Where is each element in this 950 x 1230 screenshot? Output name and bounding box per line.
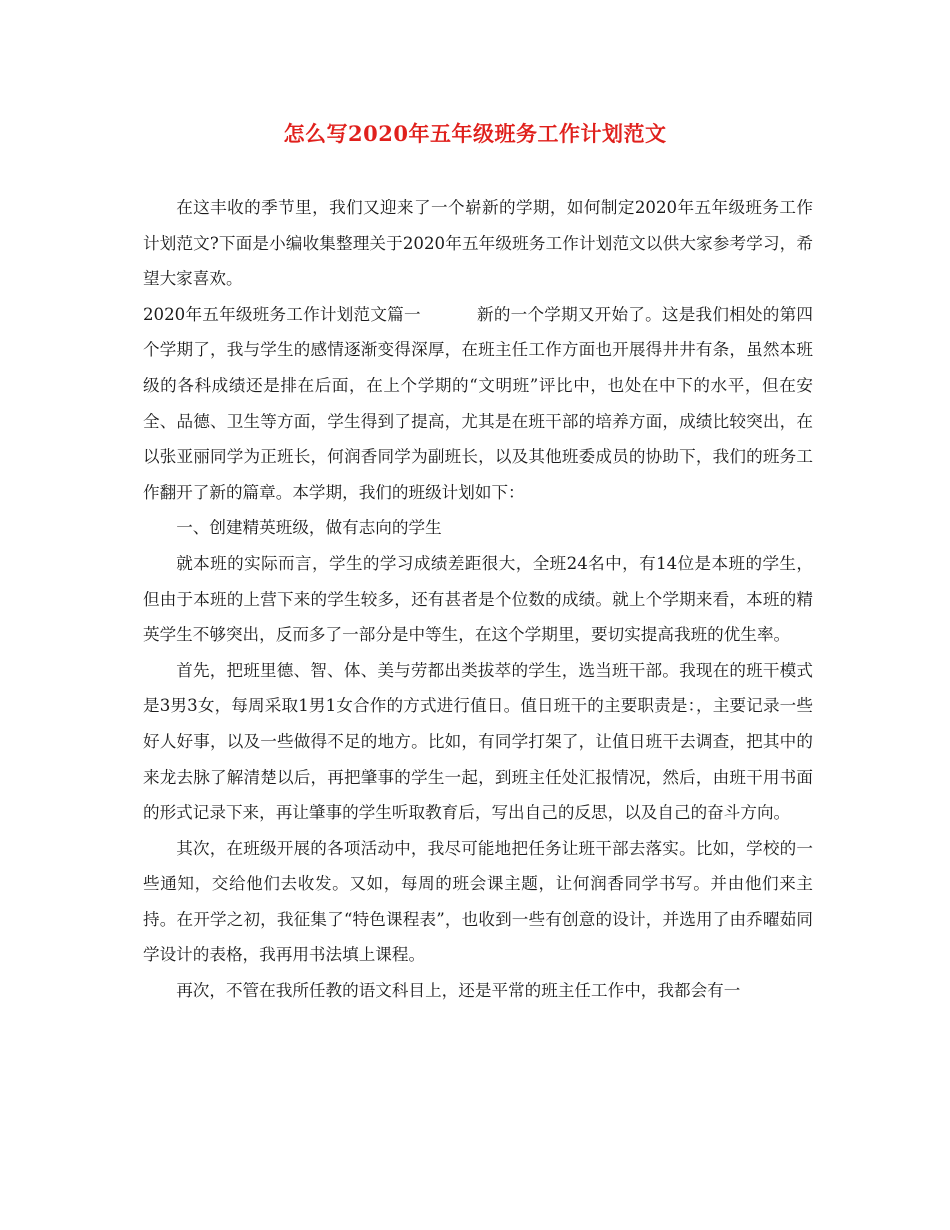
body-paragraph: 首先，把班里德、智、体、美与劳都出类拔萃的学生，选当班干部。我现在的班干模式是3男3女，每周采取1男1女合作的方式进行值日。值日班干的主要职责是：，主要记录一些好人好事，以及一些做得不足的地方。比如，有同学打架了，让值日班干去调查，把其中的来龙去脉了解清楚以后，再把肇事的学生一起，到班主任处汇报情况，然后，由班干用书面的形式记录下来，再让肇事的学生听取教育后，写出自己的反思，以及自己的奋斗方向。 bbox=[143, 660, 813, 823]
body-paragraph: 就本班的实际而言，学生的学习成绩差距很大，全班24名中，有14位是本班的学生，但由于本班的上营下来的学生较多，还有甚者是个位数的成绩。就上个学期来看，本班的精英学生不够突出，反而多了一部分是中等生，在这个学期里，要切实提高我班的优生率。 bbox=[143, 553, 813, 645]
body-paragraph: 再次，不管在我所任教的语文科目上，还是平常的班主任工作中，我都会有一 bbox=[176, 981, 741, 1001]
document-body bbox=[143, 190, 813, 1009]
intro-paragraph: 在这丰收的季节里，我们又迎来了一个崭新的学期，如何制定2020年五年级班务工作计划范文?下面是小编收集整理关于2020年五年级班务工作计划范文以供大家参考学习，希望大家喜欢。 bbox=[143, 198, 813, 289]
section-heading: 一、创建精英班级，做有志向的学生 bbox=[176, 518, 442, 538]
document-title: 怎么写2020年五年级班务工作计划范文 bbox=[283, 121, 667, 146]
article-heading: 2020年五年级班务工作计划范文篇一 bbox=[143, 304, 421, 324]
body-paragraph: 其次，在班级开展的各项活动中，我尽可能地把任务让班干部去落实。比如，学校的一些通知，交给他们去收发。又如，每周的班会课主题，让何润香同学书写。并由他们来主持。在开学之初，我征集了“特色课程表”，也收到一些有创意的设计，并选用了由乔曜茹同学设计的表格，我再用书法填上课程。 bbox=[143, 838, 813, 965]
article-opening-text: 新的一个学期又开始了。这是我们相处的第四个学期了，我与学生的感情逐渐变得深厚，在班主任工作方面也开展得井井有条，虽然本班级的各科成绩还是排在后面，在上个学期的“文明班”评比中，也处在中下的水平，但在安全、品德、卫生等方面，学生得到了提高，尤其是在班干部的培养方面，成绩比较突出，在以张亚丽同学为正班长，何润香同学为副班长，以及其他班委成员的协助下，我们的班务工作翻开了新的篇章。本学期，我们的班级计划如下： bbox=[143, 304, 814, 502]
article-first-paragraph bbox=[143, 297, 813, 511]
